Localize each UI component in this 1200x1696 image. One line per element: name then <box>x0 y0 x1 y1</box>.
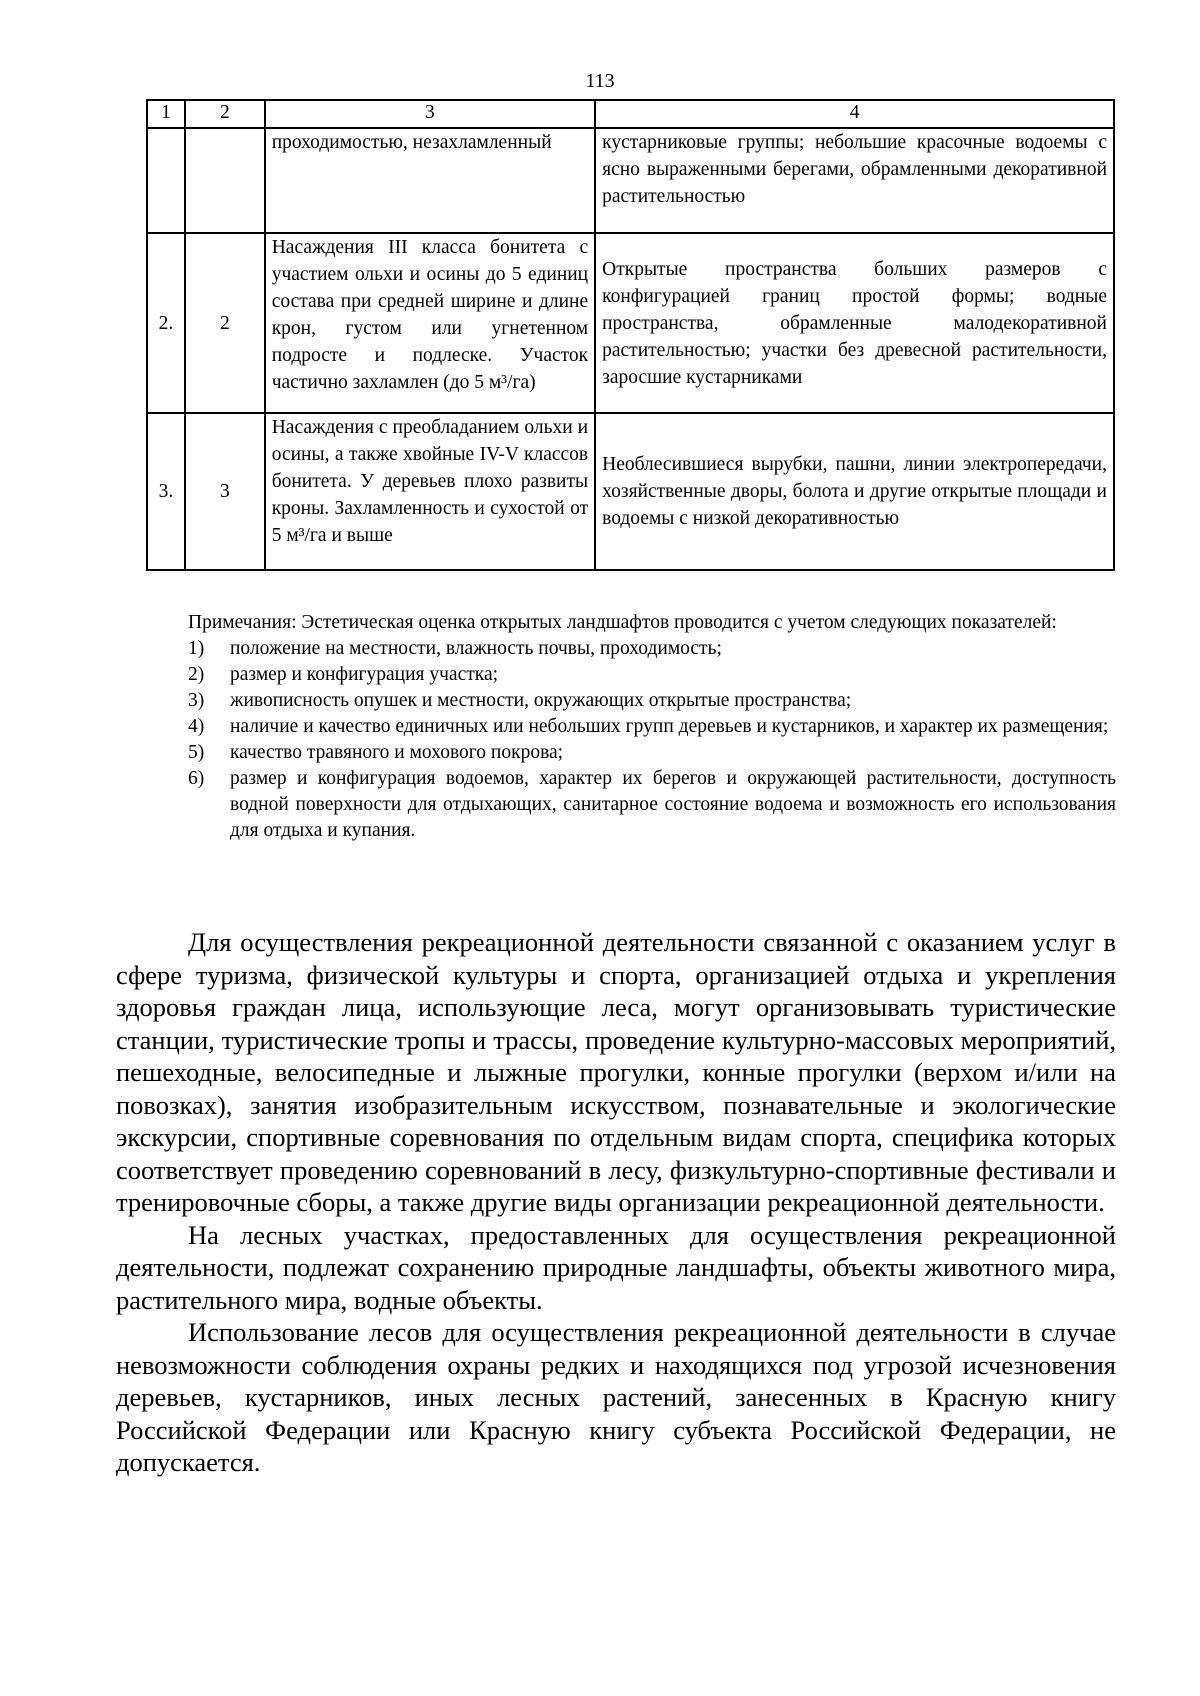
list-item <box>116 714 1116 740</box>
table-header-cell: 4 <box>595 100 1114 128</box>
table-cell-landscape: Необлесившиеся вырубки, пашни, линии электропередачи, хозяйственные дворы, болота и другие открытые площади и водоемы с низкой декоративностью <box>595 413 1114 570</box>
list-item-number: 1) <box>188 638 205 659</box>
table-cell-number: 3. <box>147 413 185 570</box>
list-item <box>116 636 1116 662</box>
table-header-cell: 2 <box>185 100 265 128</box>
paragraph: На лесных участках, предоставленных для осуществления рекреационной деятельности, подлежат сохранению природные ландшафты, объекты животного мира, растительного мира, водные объекты. <box>116 1219 1116 1315</box>
table-header-row <box>147 100 1114 128</box>
list-item-text: живописность опушек и местности, окружающих открытые пространства; <box>230 690 852 711</box>
list-item <box>116 740 1116 766</box>
list-item-number: 2) <box>188 664 205 685</box>
table-cell-number: 2. <box>147 233 185 413</box>
list-item-text: положение на местности, влажность почвы, проходимость; <box>230 638 722 659</box>
page-number: 113 <box>585 70 615 92</box>
body-text <box>116 926 1116 1479</box>
table-row <box>147 413 1114 570</box>
list-item-text: наличие и качество единичных или небольших групп деревьев и кустарников, и характер их размещения; <box>230 716 1109 737</box>
list-item-number: 3) <box>188 690 205 711</box>
table-cell-landscape: кустарниковые группы; небольшие красочные водоемы с ясно выраженными берегами, обрамленными декоративной растительностью <box>595 128 1114 233</box>
table-cell-class: 3 <box>185 413 265 570</box>
table-row <box>147 233 1114 413</box>
list-item-number: 6) <box>188 768 205 789</box>
table-row-continuation <box>147 128 1114 233</box>
list-item-text: размер и конфигурация участка; <box>230 664 499 685</box>
table-cell-description: проходимостью, незахламленный <box>265 128 595 233</box>
list-item-number: 5) <box>188 742 205 763</box>
table-cell-description: Насаждения с преобладанием ольхи и осины, а также хвойные IV-V классов бонитета. У деревьев плохо развиты кроны. Захламленность и сухостой от 5 м³/га и выше <box>265 413 595 570</box>
landscape-assessment-table <box>146 99 1115 571</box>
paragraph: Для осуществления рекреационной деятельности связанной с оказанием услуг в сфере туризма, физической культуры и спорта, организацией отдыха и укрепления здоровья граждан лица, использующие леса, могут организовывать туристические станции, туристические тропы и трассы, проведение культурно-массовых мероприятий, пешеходные, велосипедные и лыжные прогулки, конные прогулки (верхом и/или на повозках), занятия изобразительным искусством, познавательные и экологические экскурсии, спортивные соревнования по отдельным видам спорта, специфика которых соответствует проведению соревнований в лесу, физкультурно-спортивные фестивали и тренировочные сборы, а также другие виды организации рекреационной деятельности. <box>116 927 1116 1217</box>
table-cell-landscape: Открытые пространства больших размеров с конфигурацией границ простой формы; водные пространства, обрамленные малодекоративной растительностью; участки без древесной растительности, заросшие кустарниками <box>595 233 1114 413</box>
table-cell-empty <box>147 128 185 233</box>
table-header-cell: 3 <box>265 100 595 128</box>
notes-list <box>116 636 1116 844</box>
table-header-cell: 1 <box>147 100 185 128</box>
list-item-number: 4) <box>188 716 205 737</box>
list-item-text: качество травяного и мохового покрова; <box>230 742 564 763</box>
notes-intro: Примечания: Эстетическая оценка открытых ландшафтов проводится с учетом следующих показателей: <box>188 612 1057 633</box>
list-item <box>116 766 1116 844</box>
list-item-text: размер и конфигурация водоемов, характер их берегов и окружающей растительности, доступность водной поверхности для отдыхающих, санитарное состояние водоема и возможность его использования для отдыха и купания. <box>230 768 1116 841</box>
table-cell-empty <box>185 128 265 233</box>
table-cell-class: 2 <box>185 233 265 413</box>
notes-section <box>116 610 1116 844</box>
table-cell-description: Насаждения III класса бонитета с участием ольхи и осины до 5 единиц состава при средней ширине и длине крон, густом или угнетенном подросте и подлеске. Участок частично захламлен (до 5 м³/га) <box>265 233 595 413</box>
list-item <box>116 688 1116 714</box>
paragraph: Использование лесов для осуществления рекреационной деятельности в случае невозможности соблюдения охраны редких и находящихся под угрозой исчезновения деревьев, кустарников, иных лесных растений, занесенных в Красную книгу Российской Федерации или Красную книгу субъекта Российской Федерации, не допускается. <box>116 1317 1116 1477</box>
list-item <box>116 662 1116 688</box>
